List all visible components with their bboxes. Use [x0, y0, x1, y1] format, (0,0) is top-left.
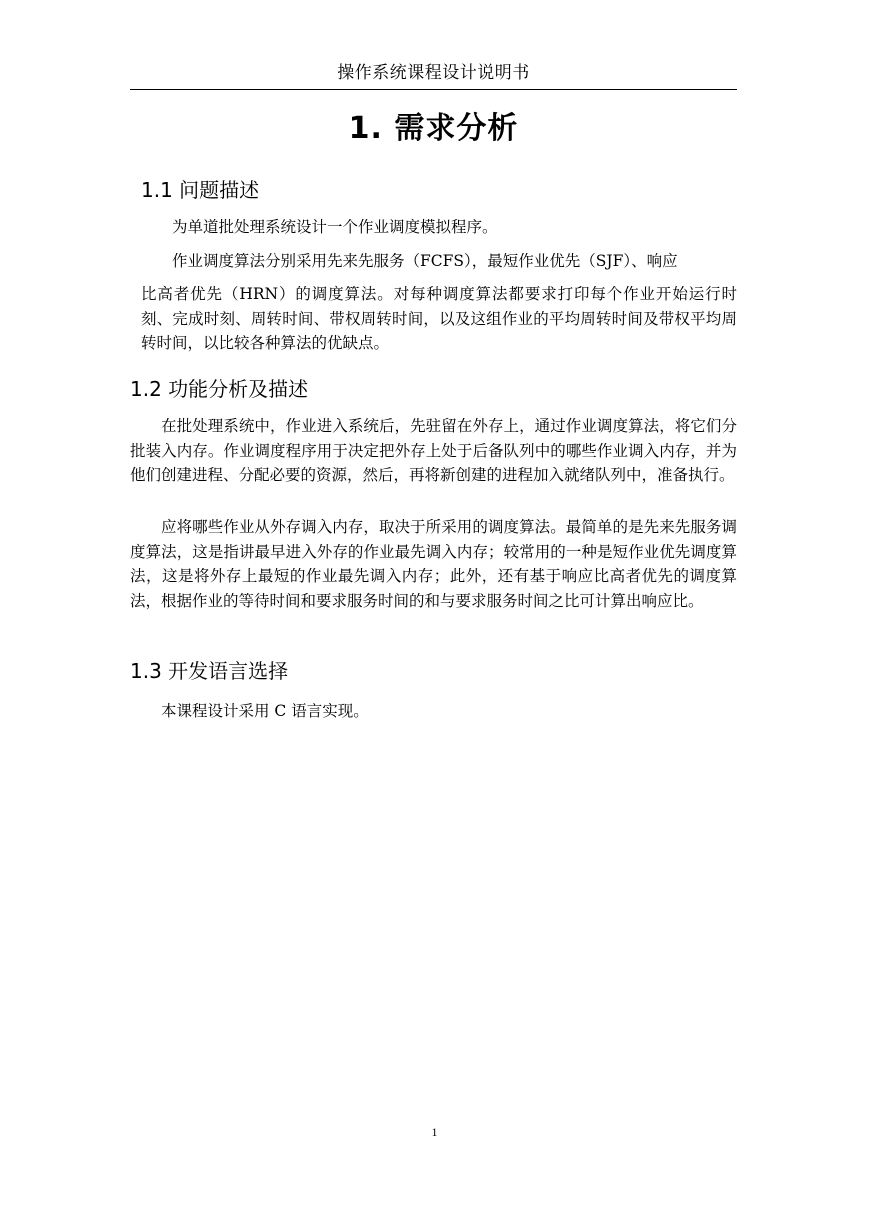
page-number: 1	[431, 1125, 438, 1139]
paragraph-1-2-b: 应将哪些作业从外存调入内存，取决于所采用的调度算法。最简单的是先来先服务调度算法，这是指讲最早进入外存的作业最先调入内存；较常用的一种是短作业优先调度算法，这是将外存上最短的作业最先调入内存；此外，还有基于响应比高者优先的调度算法，根据作业的等待时间和要求服务时间的和与要求服务时间之比可计算出响应比。	[130, 518, 737, 610]
section-title-1-2: 1.2 功能分析及描述	[130, 377, 309, 401]
section-title-1-1: 1.1 问题描述	[141, 178, 260, 202]
running-header: 操作系统课程设计说明书	[337, 63, 530, 83]
paragraph-1-1-a: 为单道批处理系统设计一个作业调度模拟程序。	[172, 218, 498, 236]
header-rule	[130, 89, 737, 90]
paragraph-1-2-a: 在批处理系统中，作业进入系统后，先驻留在外存上，通过作业调度算法，将它们分批装入内存。作业调度程序用于决定把外存上处于后备队列中的哪些作业调入内存，并为他们创建进程、分配必要的资源，然后，再将新创建的进程加入就绪队列中，准备执行。	[130, 417, 737, 485]
chapter-title: 1. 需求分析	[348, 111, 519, 146]
section-title-1-3: 1.3 开发语言选择	[130, 659, 289, 683]
paragraph-1-1-b: 作业调度算法分别采用先来先服务（FCFS），最短作业优先（SJF）、响应	[172, 252, 678, 270]
paragraph-1-3-a: 本课程设计采用 C 语言实现。	[161, 702, 369, 720]
paragraph-1-1-c: 比高者优先（HRN）的调度算法。对每种调度算法都要求打印每个作业开始运行时刻、完成时刻、周转时间、带权周转时间，以及这组作业的平均周转时间及带权平均周转时间，以比较各种算法的优缺点。	[141, 285, 737, 353]
